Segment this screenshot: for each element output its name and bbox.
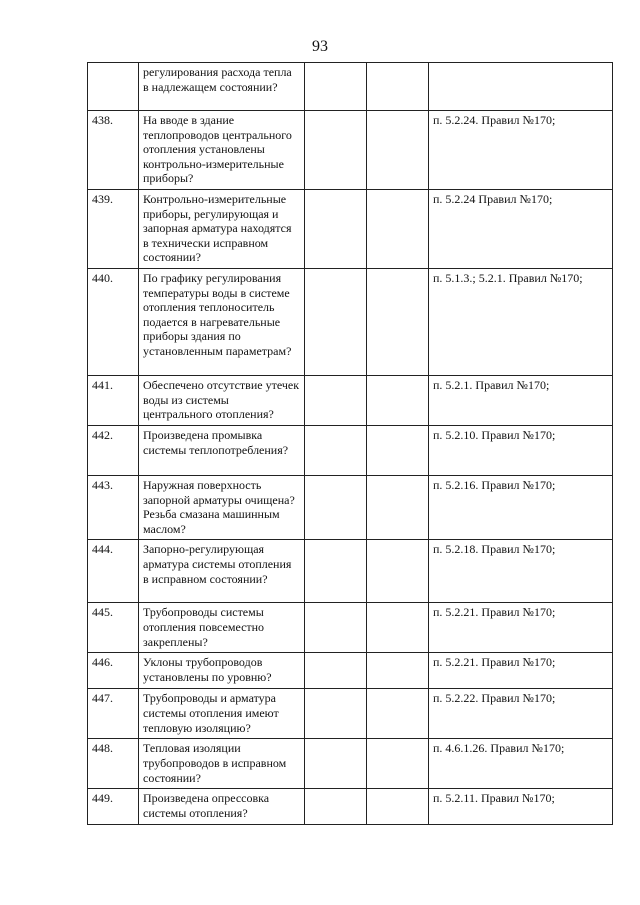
question-cell: Произведена опрессовка системы отопления? [139, 789, 305, 824]
question-cell: Наружная поверхность запорной арматуры очищена? Резьба смазана машинным маслом? [139, 476, 305, 540]
row-number: 449. [88, 789, 139, 824]
table-row [88, 603, 613, 653]
answer-cell [305, 540, 367, 603]
table-row [88, 63, 613, 111]
answer-cell [305, 63, 367, 111]
answer-cell [305, 376, 367, 426]
answer-cell [305, 190, 367, 269]
question-cell: регулирования расхода тепла в надлежащем состоянии? [139, 63, 305, 111]
reference-cell: п. 5.2.16. Правил №170; [429, 476, 613, 540]
row-number: 444. [88, 540, 139, 603]
question-cell: На вводе в здание теплопроводов центрального отопления установлены контрольно-измерительные приборы? [139, 111, 305, 190]
answer-cell [367, 540, 429, 603]
table-row [88, 739, 613, 789]
checklist-body [88, 63, 613, 825]
row-number: 443. [88, 476, 139, 540]
answer-cell [305, 653, 367, 689]
row-number: 447. [88, 689, 139, 739]
answer-cell [367, 376, 429, 426]
answer-cell [305, 789, 367, 824]
row-number [88, 63, 139, 111]
answer-cell [305, 739, 367, 789]
answer-cell [367, 739, 429, 789]
row-number: 445. [88, 603, 139, 653]
table-row [88, 190, 613, 269]
row-number: 441. [88, 376, 139, 426]
table-row [88, 476, 613, 540]
table-row [88, 269, 613, 376]
question-cell: Трубопроводы и арматура системы отопления имеют тепловую изоляцию? [139, 689, 305, 739]
question-cell: Произведена промывка системы теплопотребления? [139, 426, 305, 476]
table-row [88, 426, 613, 476]
reference-cell: п. 5.2.21. Правил №170; [429, 653, 613, 689]
table-row [88, 789, 613, 824]
question-cell: Трубопроводы системы отопления повсеместно закреплены? [139, 603, 305, 653]
table-row [88, 689, 613, 739]
reference-cell: п. 4.6.1.26. Правил №170; [429, 739, 613, 789]
answer-cell [367, 653, 429, 689]
table-row [88, 540, 613, 603]
reference-cell: п. 5.2.1. Правил №170; [429, 376, 613, 426]
answer-cell [367, 789, 429, 824]
table-row [88, 376, 613, 426]
table-row [88, 111, 613, 190]
reference-cell [429, 63, 613, 111]
table-row [88, 653, 613, 689]
answer-cell [305, 689, 367, 739]
answer-cell [367, 476, 429, 540]
question-cell: Контрольно-измерительные приборы, регулирующая и запорная арматура находятся в технически исправном состоянии? [139, 190, 305, 269]
answer-cell [367, 426, 429, 476]
answer-cell [305, 426, 367, 476]
question-cell: Запорно-регулирующая арматура системы отопления в исправном состоянии? [139, 540, 305, 603]
page-number: 93 [312, 38, 328, 55]
question-cell: Обеспечено отсутствие утечек воды из системы центрального отопления? [139, 376, 305, 426]
answer-cell [367, 269, 429, 376]
question-cell: Тепловая изоляции трубопроводов в исправном состоянии? [139, 739, 305, 789]
answer-cell [367, 190, 429, 269]
row-number: 446. [88, 653, 139, 689]
checklist-table [87, 62, 613, 825]
reference-cell: п. 5.2.24 Правил №170; [429, 190, 613, 269]
answer-cell [305, 476, 367, 540]
reference-cell: п. 5.2.18. Правил №170; [429, 540, 613, 603]
reference-cell: п. 5.2.22. Правил №170; [429, 689, 613, 739]
row-number: 442. [88, 426, 139, 476]
answer-cell [367, 603, 429, 653]
row-number: 438. [88, 111, 139, 190]
reference-cell: п. 5.2.11. Правил №170; [429, 789, 613, 824]
reference-cell: п. 5.2.24. Правил №170; [429, 111, 613, 190]
answer-cell [367, 63, 429, 111]
row-number: 448. [88, 739, 139, 789]
answer-cell [305, 603, 367, 653]
reference-cell: п. 5.1.3.; 5.2.1. Правил №170; [429, 269, 613, 376]
question-cell: Уклоны трубопроводов установлены по уровню? [139, 653, 305, 689]
row-number: 439. [88, 190, 139, 269]
row-number: 440. [88, 269, 139, 376]
reference-cell: п. 5.2.10. Правил №170; [429, 426, 613, 476]
question-cell: По графику регулирования температуры воды в системе отопления теплоноситель подается в нагревательные приборы здания по установленным параметрам? [139, 269, 305, 376]
reference-cell: п. 5.2.21. Правил №170; [429, 603, 613, 653]
answer-cell [367, 111, 429, 190]
answer-cell [367, 689, 429, 739]
answer-cell [305, 269, 367, 376]
answer-cell [305, 111, 367, 190]
